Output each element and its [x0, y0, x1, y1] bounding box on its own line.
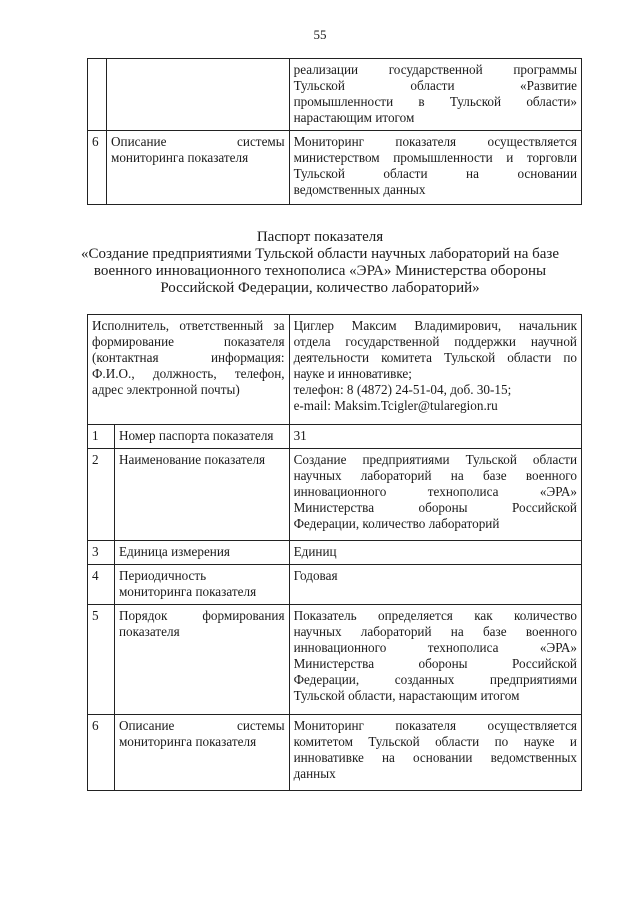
label-line: мониторинга показателя — [110, 150, 249, 165]
row-label-cell — [114, 425, 289, 449]
value-line: Создание предприятиями Тульской области — [293, 452, 577, 467]
table-row — [88, 565, 582, 605]
row-number-cell — [88, 59, 107, 131]
row-number-cell: 4 — [88, 565, 115, 605]
row-value-cell — [289, 605, 581, 715]
row-value-cell — [289, 59, 581, 131]
label-line: Наименование показателя — [118, 452, 266, 467]
value-line: научных лабораторий на базе военного — [293, 624, 577, 639]
value-line: Министерства обороны Российской — [293, 656, 577, 671]
previous-passport-table — [87, 58, 582, 205]
value-line: науке и инновативке; — [293, 366, 412, 381]
label-line: (контактная информация: — [92, 350, 285, 365]
table-row — [88, 605, 582, 715]
table-row — [88, 425, 582, 449]
subtitle-line: «Создание предприятиями Тульской области научных лабораторий на базе — [80, 246, 559, 262]
value-line: Федерации, количество лабораторий — [293, 516, 500, 531]
value-line: промышленности в Тульской области» — [293, 94, 577, 109]
subtitle-line: военного инновационного технополиса «ЭРА» Министерства обороны — [93, 263, 547, 279]
table-row — [88, 541, 582, 565]
value-line: инновационного технополиса «ЭРА» — [293, 484, 577, 499]
row-number-cell: 3 — [88, 541, 115, 565]
row-label-cell — [114, 449, 289, 541]
label-line: формирование показателя — [92, 334, 285, 349]
value-line: инновационного технополиса «ЭРА» — [293, 640, 577, 655]
value-line: комитетом Тульской области по науке и — [293, 734, 577, 749]
label-line: Исполнитель, ответственный за — [92, 318, 285, 333]
row-value-cell — [289, 715, 581, 791]
value-line: e-mail: Maksim.Tcigler@tularegion.ru — [293, 398, 498, 413]
value-line: Мониторинг показателя осуществляется — [293, 134, 577, 149]
value-line: научных лабораторий на базе военного — [293, 468, 577, 483]
value-line: данных — [293, 766, 336, 781]
table-row — [88, 315, 582, 425]
row-number-cell: 2 — [88, 449, 115, 541]
row-number-cell: 6 — [88, 131, 107, 205]
value-line: ведомственных данных — [293, 182, 426, 197]
value-line: Годовая — [293, 568, 338, 583]
row-value-cell — [289, 565, 581, 605]
label-line: Единица измерения — [118, 544, 230, 559]
row-value-cell — [289, 541, 581, 565]
row-value-cell — [289, 425, 581, 449]
row-label-cell — [114, 541, 289, 565]
value-line: Министерства обороны Российской — [293, 500, 577, 515]
value-line: Тульской области на основании — [293, 166, 577, 181]
value-line: Тульской области, нарастающим итогом — [293, 688, 520, 703]
value-line: деятельности комитета Тульской области по — [293, 350, 577, 365]
label-line: Периодичность — [118, 568, 207, 583]
label-line: Описание системы — [110, 134, 285, 149]
label-line: Порядок формирования — [118, 608, 285, 623]
value-line: нарастающим итогом — [293, 110, 415, 125]
value-line: Циглер Максим Владимирович, начальник — [293, 318, 577, 333]
table-row — [88, 449, 582, 541]
subtitle-line: Российской Федерации, количество лабораторий» — [160, 280, 480, 296]
row-label-cell — [114, 715, 289, 791]
label-line: Ф.И.О., должность, телефон, — [92, 366, 285, 381]
label-line: Номер паспорта показателя — [118, 428, 274, 443]
page-number: 55 — [313, 27, 327, 42]
passport-title: Паспорт показателя — [256, 229, 384, 245]
row-label-cell — [106, 59, 289, 131]
value-line: Мониторинг показателя осуществляется — [293, 718, 577, 733]
table-row — [88, 131, 582, 205]
table-row — [88, 59, 582, 131]
value-line: телефон: 8 (4872) 24-51-04, доб. 30-15; — [293, 382, 512, 397]
value-line: реализации государственной программы — [293, 62, 577, 77]
row-number-cell: 5 — [88, 605, 115, 715]
row-value-cell — [289, 449, 581, 541]
value-line: инновативке на основании ведомственных — [293, 750, 577, 765]
value-line: Показатель определяется как количество — [293, 608, 577, 623]
passport-subtitle — [60, 246, 580, 297]
value-line: отдела государственной поддержки научной — [293, 334, 577, 349]
executor-label-cell — [88, 315, 290, 425]
row-value-cell — [289, 131, 581, 205]
label-line: мониторинга показателя — [118, 734, 257, 749]
label-line: показателя — [118, 624, 180, 639]
label-line: Описание системы — [118, 718, 285, 733]
value-line: 31 — [293, 428, 307, 443]
row-label-cell — [114, 605, 289, 715]
executor-value-cell — [289, 315, 581, 425]
value-line: Федерации, созданных предприятиями — [293, 672, 577, 687]
label-line: адрес электронной почты) — [92, 382, 240, 397]
passport-table — [87, 314, 582, 791]
row-label-cell — [114, 565, 289, 605]
value-line: министерством промышленности и торговли — [293, 150, 577, 165]
value-line: Единиц — [293, 544, 337, 559]
value-line: Тульской области «Развитие — [293, 78, 577, 93]
row-number-cell: 1 — [88, 425, 115, 449]
row-label-cell — [106, 131, 289, 205]
table-row — [88, 715, 582, 791]
label-line: мониторинга показателя — [118, 584, 257, 599]
row-number-cell: 6 — [88, 715, 115, 791]
